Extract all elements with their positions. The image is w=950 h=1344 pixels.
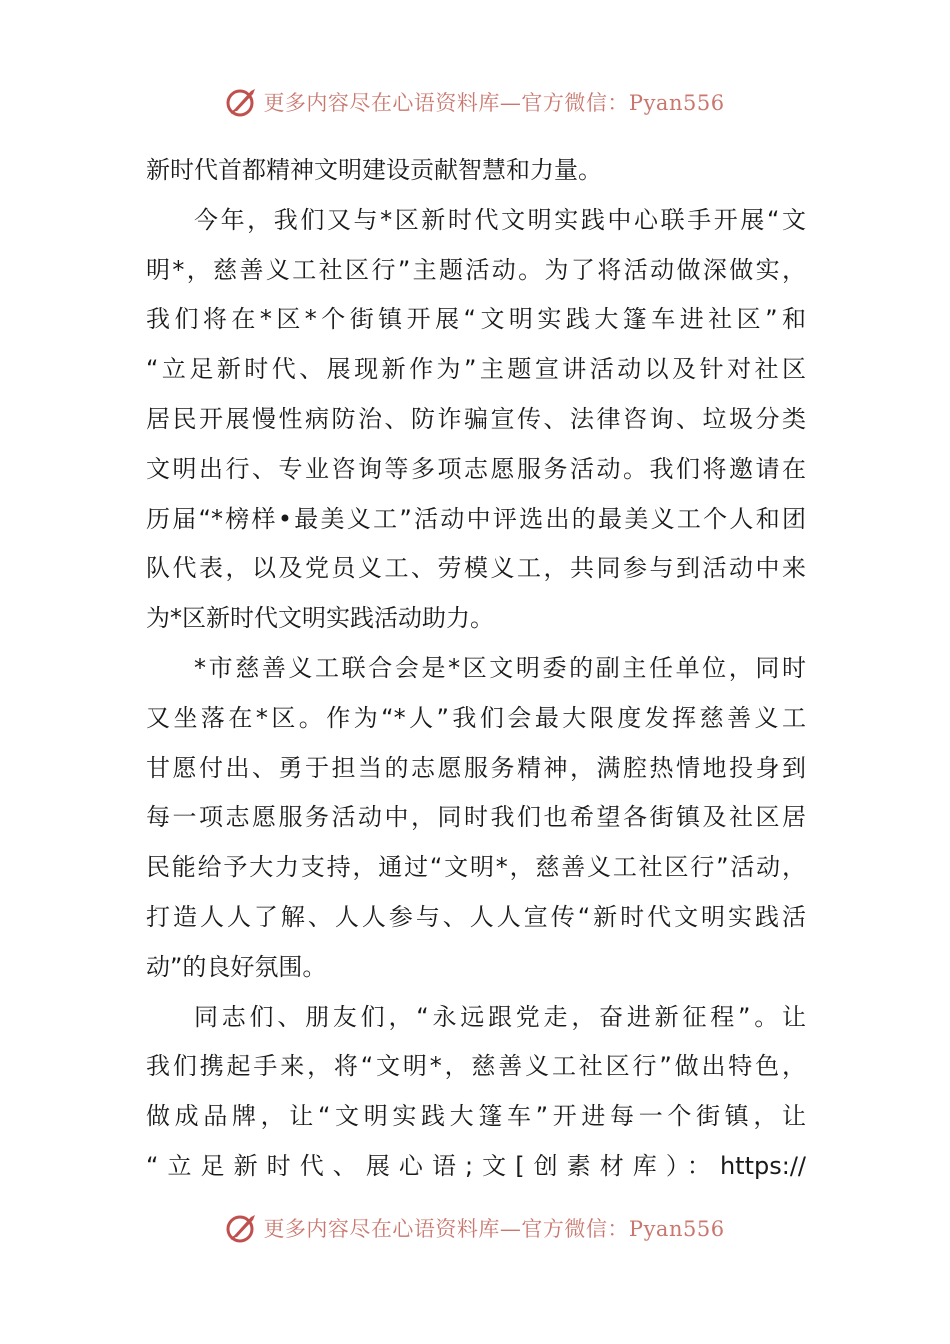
paragraph-line: 新时代首都精神文明建设贡献智慧和力量。 [146,156,602,184]
header-watermark-banner [0,82,950,122]
paragraph-line: “立足新时代、展现新作为”主题宣讲活动以及针对社区 [146,355,806,384]
paragraph-line: “立足新时代、展心语;文[创素材库）：https:// [146,1151,806,1180]
paragraph-line: 居民开展慢性病防治、防诈骗宣传、法律咨询、垃圾分类 [146,404,806,433]
paragraph-line: 做成品牌，让“文明实践大篷车”开进每一个街镇，让 [146,1102,806,1131]
paragraph-line: 打造人人了解、人人参与、人人宣传“新时代文明实践活 [146,902,806,931]
footer-banner-text: 更多内容尽在心语资料库—官方微信：Pyan556 [263,1217,725,1241]
paragraph-line: 历届“*榜样•最美义工”活动中评选出的最美义工个人和团 [146,504,806,533]
paragraph-line: 每一项志愿服务活动中，同时我们也希望各街镇及社区居 [146,803,806,832]
paragraph-line: 民能给予大力支持，通过“文明*，慈善义工社区行”活动， [146,853,806,882]
paragraph-line: 我们携起手来，将“文明*，慈善义工社区行”做出特色， [146,1052,806,1081]
paragraph-line: 甘愿付出、勇于担当的志愿服务精神，满腔热情地投身到 [146,753,806,782]
paragraph-line: 同志们、朋友们，“永远跟党走，奋进新征程”。让 [194,1002,806,1031]
paragraph-line: 文明出行、专业咨询等多项志愿服务活动。我们将邀请在 [146,454,806,483]
header-banner-text: 更多内容尽在心语资料库—官方微信：Pyan556 [263,91,725,115]
paragraph-line: 又坐落在*区。作为“*人”我们会最大限度发挥慈善义工 [146,703,806,732]
paragraph-line: *市慈善义工联合会是*区文明委的副主任单位，同时 [194,653,806,682]
paragraph-line: 为*区新时代文明实践活动助力。 [146,604,494,633]
quill-logo-icon [225,85,259,119]
paragraph-line: 我们将在*区*个街镇开展“文明实践大篷车进社区”和 [146,305,806,334]
quill-logo-icon [225,1211,259,1245]
paragraph-line: 队代表，以及党员义工、劳模义工，共同参与到活动中来 [146,554,806,583]
document-body [146,146,806,1192]
footer-watermark-banner [0,1208,950,1248]
paragraph-line: 明*，慈善义工社区行”主题活动。为了将活动做深做实， [146,255,806,284]
paragraph-line: 动”的良好氛围。 [146,952,327,981]
paragraph-line: 今年，我们又与*区新时代文明实践中心联手开展“文 [194,205,806,234]
